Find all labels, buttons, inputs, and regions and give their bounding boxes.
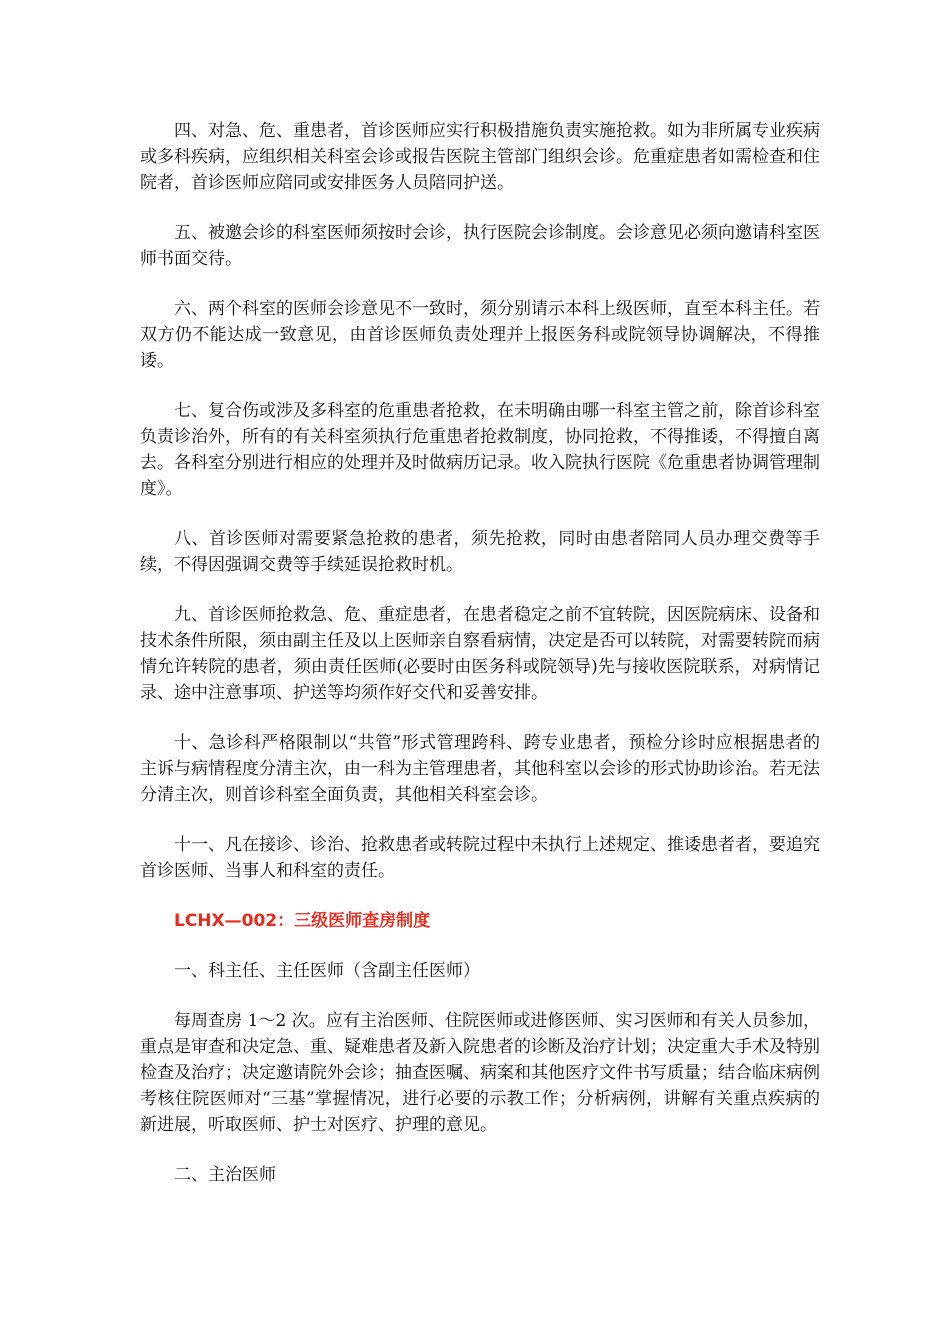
paragraph-item-7: 七、复合伤或涉及多科室的危重患者抢救，在未明确由哪一科室主管之前，除首诊科室负责诊治外，所有的有关科室须执行危重患者抢救制度，协同抢救，不得推诿，不得擅自离去。各科室分别进行相应的处理并及时做病历记录。收入院执行医院《危重患者协调管理制度》。 xyxy=(140,401,820,499)
subsection-body-1: 每周查房 1～2 次。应有主治医师、住院医师或进修医师、实习医师和有关人员参加，重点是审查和决定急、重、疑难患者及新入院患者的诊断及治疗计划；决定重大手术及特别检查及治疗；决定邀请院外会诊；抽查医嘱、病案和其他医疗文件书写质量；结合临床病例考核住院医师对“三基”掌握情况，进行必要的示教工作；分析病例，讲解有关重点疾病的新进展，听取医师、护士对医疗、护理的意见。 xyxy=(140,1011,820,1135)
subsection-title-1: 一、科主任、主任医师（含副主任医师） xyxy=(174,961,480,981)
paragraph-item-9: 九、首诊医师抢救急、危、重症患者，在患者稳定之前不宜转院，因医院病床、设备和技术条件所限，须由副主任及以上医师亲自察看病情，决定是否可以转院，对需要转院而病情允许转院的患者，须由责任医师(必要时由医务科或院领导)先与接收医院联系，对病情记录、途中注意事项、护送等均须作好交代和妥善安排。 xyxy=(140,605,820,703)
paragraph-item-6: 六、两个科室的医师会诊意见不一致时，须分别请示本科上级医师，直至本科主任。若双方仍不能达成一致意见，由首诊医师负责处理并上报医务科或院领导协调解决，不得推诿。 xyxy=(140,299,820,371)
paragraph-item-11: 十一、凡在接诊、诊治、抢救患者或转院过程中未执行上述规定、推诿患者者，要追究首诊医师、当事人和科室的责任。 xyxy=(140,835,820,881)
section-heading-text: LCHX—002：三级医师查房制度 xyxy=(174,911,431,931)
paragraph-item-10: 十、急诊科严格限制以“共管”形式管理跨科、跨专业患者，预检分诊时应根据患者的主诉与病情程度分清主次，由一科为主管理患者，其他科室以会诊的形式协助诊治。若无法分清主次，则首诊科室全面负责，其他相关科室会诊。 xyxy=(140,733,820,805)
section-heading xyxy=(140,908,820,934)
paragraph-item-5: 五、被邀会诊的科室医师须按时会诊，执行医院会诊制度。会诊意见必须向邀请科室医师书面交待。 xyxy=(140,223,820,269)
document-body xyxy=(140,118,820,1212)
paragraph-item-8: 八、首诊医师对需要紧急抢救的患者，须先抢救，同时由患者陪同人员办理交费等手续，不得因强调交费等手续延误抢救时机。 xyxy=(140,529,820,575)
paragraph-item-4: 四、对急、危、重患者，首诊医师应实行积极措施负责实施抢救。如为非所属专业疾病或多科疾病，应组织相关科室会诊或报告医院主管部门组织会诊。危重症患者如需检查和住院者，首诊医师应陪同或安排医务人员陪同护送。 xyxy=(140,121,820,193)
subsection-title-2: 二、主治医师 xyxy=(174,1165,276,1185)
